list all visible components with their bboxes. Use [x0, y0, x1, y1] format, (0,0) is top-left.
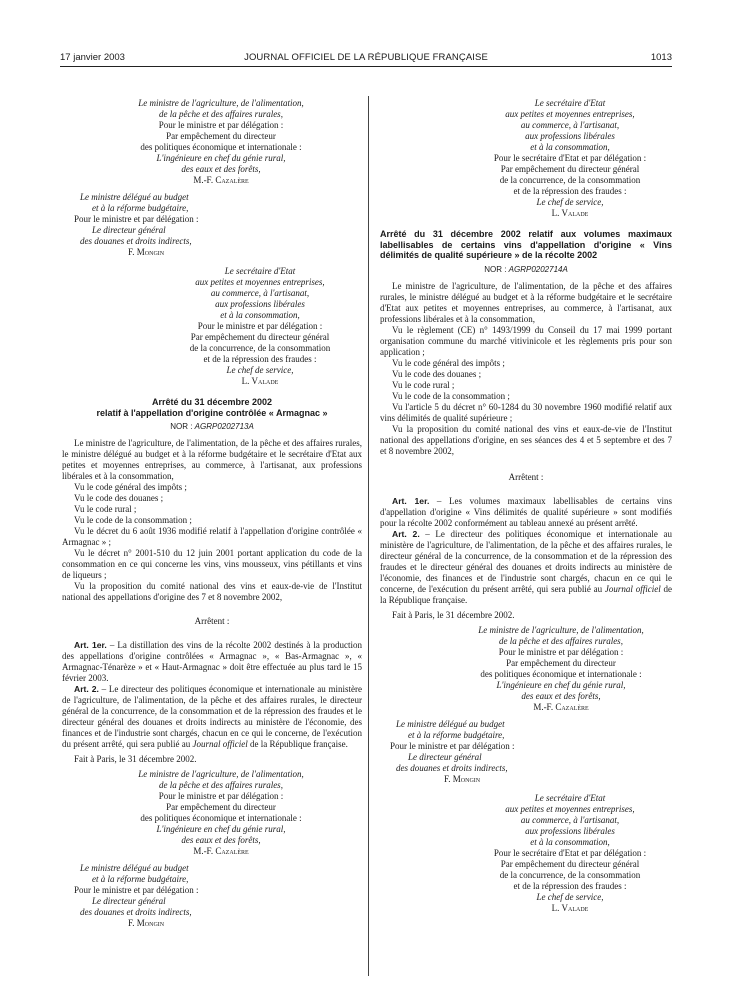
sig-empechement: Par empêchement du directeur	[166, 131, 276, 141]
sig-secretary-line: au commerce, à l'artisanat,	[520, 814, 620, 825]
article-1	[380, 496, 672, 529]
arrete-vdqs	[380, 229, 672, 621]
sig-minister-line: Le ministre de l'agriculture, de l'alimentation,	[138, 98, 304, 108]
fait-a-paris: Fait à Paris, le 31 décembre 2002.	[74, 754, 197, 764]
sig-secretary-line: et à la consommation,	[530, 142, 610, 152]
sig-minister-line: et à la réforme budgétaire,	[92, 203, 189, 213]
article-2-label: Art. 2.	[392, 528, 420, 539]
nor-label: NOR :	[484, 264, 507, 274]
sig-title: L'ingénieure en chef du génie rural,	[496, 679, 626, 690]
sig-empechement: et de la répression des fraudes :	[203, 354, 317, 364]
journal-title: JOURNAL OFFICIEL DE LA RÉPUBLIQUE FRANÇAISE	[244, 52, 488, 63]
article-1-label: Art. 1er.	[74, 640, 107, 650]
signature-budget-2	[74, 863, 250, 929]
sig-secretary-line: Le secrétaire d'Etat	[534, 792, 606, 803]
sig-title: Le directeur général	[92, 896, 166, 906]
sig-empechement: Par empêchement du directeur général	[500, 858, 640, 869]
sig-minister-line: de la pêche et des affaires rurales,	[159, 780, 283, 790]
signature-budget-3	[390, 718, 566, 785]
arrete-title: Arrêté du 31 décembre 2002	[151, 397, 273, 407]
visa-item: Vu le code de la consommation ;	[74, 515, 192, 525]
sig-secretary-line: aux professions libérales	[215, 299, 305, 309]
sig-delegation: Pour le ministre et par délégation :	[197, 321, 323, 331]
sig-secretary-line: aux professions libérales	[525, 825, 615, 836]
nor-code: AGRP0202714A	[508, 264, 568, 274]
visa-item: Vu le code des douanes ;	[74, 493, 164, 503]
article-1-label: Art. 1er.	[392, 495, 430, 506]
sig-title: des eaux et des forêts,	[181, 164, 261, 174]
sig-name: M.-F. Cazalère	[193, 175, 249, 185]
sig-empechement: des politiques économique et internationale :	[140, 813, 302, 823]
right-column	[380, 98, 672, 914]
sig-name: L. Valade	[241, 376, 279, 386]
sig-title: Le chef de service,	[226, 365, 294, 375]
nor-reference	[62, 421, 362, 432]
sig-empechement: de la concurrence, de la consommation	[499, 175, 641, 185]
sig-delegation: Pour le ministre et par délégation :	[390, 740, 515, 751]
article-2-label: Art. 2.	[74, 684, 99, 694]
signature-commerce-top	[470, 98, 670, 219]
sig-empechement: Par empêchement du directeur général	[500, 164, 640, 174]
sig-minister-line: Le ministre délégué au budget	[80, 192, 189, 202]
article-1-text: – La distillation des vins de la récolte 2002 destinés à la production des appellations d'origine contrôlées « Armagnac », « Bas-Armagnac », « Armagnac-Ténarèze » et « Haut-Armagnac » doit être effectuée au plus tard le 15 février 2003.	[62, 640, 362, 683]
sig-name: M.-F. Cazalère	[533, 701, 589, 712]
signature-budget	[74, 192, 250, 258]
sig-minister-line: et à la réforme budgétaire,	[408, 729, 505, 740]
sig-secretary-line: Le secrétaire d'Etat	[224, 266, 296, 276]
column-divider	[368, 96, 369, 976]
arretent-heading: Arrêtent :	[194, 616, 230, 626]
sig-name: L. Valade	[551, 208, 589, 218]
arrete-title: relatif à l'appellation d'origine contrôlée « Armagnac »	[96, 407, 328, 418]
signature-agriculture-2	[80, 769, 362, 857]
arretent-heading: Arrêtent :	[508, 471, 544, 482]
preamble: Le ministre de l'agriculture, de l'alimentation, de la pêche et des affaires rurales, le ministre délégué au budget et à la réforme budgétaire et le secrétaire d'Etat aux petites et moyennes entreprises, au commerce, à l'artisanat, aux professions libérales et à la consommation,	[380, 280, 672, 324]
sig-secretary-line: aux petites et moyennes entreprises,	[505, 803, 635, 814]
signature-agriculture-3	[450, 625, 672, 713]
sig-delegation: Pour le ministre et par délégation :	[158, 120, 284, 130]
sig-title: des eaux et des forêts,	[181, 835, 261, 845]
article-2-end: de la République française.	[380, 583, 672, 605]
sig-secretary-line: Le secrétaire d'Etat	[534, 98, 606, 108]
visa-item: Vu le code général des impôts ;	[392, 357, 505, 368]
sig-empechement: de la concurrence, de la consommation	[189, 343, 331, 353]
sig-name: F. Mongin	[128, 247, 165, 257]
sig-title: des eaux et des forêts,	[521, 690, 601, 701]
sig-delegation: Pour le ministre et par délégation :	[158, 791, 284, 801]
sig-empechement: Par empêchement du directeur	[166, 802, 276, 812]
visa-proposition: Vu la proposition du comité national des vins et eaux-de-vie de l'Institut national des appellations d'origine, en ses séances des 4 et 5 septembre et des 7 et 8 novembre 2002,	[380, 423, 672, 456]
sig-empechement: des politiques économique et internationale :	[480, 668, 642, 679]
sig-delegation: Pour le ministre et par délégation :	[498, 646, 624, 657]
sig-minister-line: de la pêche et des affaires rurales,	[159, 109, 283, 119]
sig-title: des douanes et droits indirects,	[80, 907, 192, 917]
sig-empechement: et de la répression des fraudes :	[513, 880, 627, 891]
sig-name: F. Mongin	[444, 773, 481, 784]
article-1	[62, 640, 362, 684]
visa-proposition: Vu la proposition du comité national des vins et eaux-de-vie de l'Institut national des appellations d'origine des 7 et 8 novembre 2002,	[62, 581, 362, 602]
fait-a-paris: Fait à Paris, le 31 décembre 2002.	[392, 609, 515, 620]
page-header	[60, 52, 672, 66]
article-2-end: de la République française.	[247, 739, 348, 749]
sig-empechement: de la concurrence, de la consommation	[499, 869, 641, 880]
sig-title: L'ingénieure en chef du génie rural,	[156, 153, 286, 163]
visa-item: Vu le code général des impôts ;	[74, 482, 187, 492]
journal-officiel-ref: Journal officiel	[192, 739, 248, 749]
preamble: Le ministre de l'agriculture, de l'alimentation, de la pêche et des affaires rurales, le ministre délégué au budget et à la réforme budgétaire et le secrétaire d'Etat aux petites et moyennes entreprises, au commerce, à l'artisanat, aux professions libérales et à la consommation,	[62, 438, 362, 481]
sig-empechement: Par empêchement du directeur	[506, 657, 616, 668]
sig-title: L'ingénieure en chef du génie rural,	[156, 824, 286, 834]
sig-empechement: Par empêchement du directeur général	[190, 332, 330, 342]
visa-decret-1936: Vu le décret du 6 août 1936 modifié relatif à l'appellation d'origine contrôlée « Armagnac » ;	[62, 526, 362, 547]
signature-commerce	[160, 266, 360, 387]
article-2	[380, 529, 672, 606]
sig-secretary-line: au commerce, à l'artisanat,	[520, 120, 620, 130]
header-rule	[60, 66, 672, 67]
visa-reglement: Vu le règlement (CE) n° 1493/1999 du Conseil du 17 mai 1999 portant organisation commune du marché vitivinicole et les règlements pris pour son application ;	[380, 324, 672, 357]
visa-item: Vu le code rural ;	[74, 504, 137, 514]
visa-list	[62, 482, 362, 526]
sig-secretary-line: aux petites et moyennes entreprises,	[505, 109, 635, 119]
sig-minister-line: de la pêche et des affaires rurales,	[499, 635, 623, 646]
journal-officiel-ref: Journal officiel	[604, 583, 661, 594]
sig-delegation: Pour le secrétaire d'Etat et par délégation :	[493, 847, 647, 858]
sig-minister-line: Le ministre de l'agriculture, de l'alimentation,	[478, 624, 644, 635]
page-number: 1013	[650, 52, 672, 63]
visa-item: Vu le code rural ;	[392, 379, 455, 390]
nor-label: NOR :	[170, 422, 193, 431]
issue-date: 17 janvier 2003	[60, 52, 125, 63]
visa-list	[380, 358, 672, 402]
sig-title: Le directeur général	[408, 751, 482, 762]
visa-article-5: Vu l'article 5 du décret n° 60-1284 du 30 novembre 1960 modifié relatif aux vins délimités de qualité supérieure ;	[380, 401, 672, 423]
sig-name: L. Valade	[551, 902, 589, 913]
arrete-title: Arrêté du 31 décembre 2002 relatif aux volumes maximaux labellisables de certains vins d'appellation d'origine « Vins délimités de qualité supérieure » de la récolte 2002	[380, 229, 672, 260]
signature-commerce-bottom	[470, 793, 670, 914]
sig-title: Le chef de service,	[536, 891, 604, 902]
signature-agriculture	[80, 98, 362, 186]
sig-title: Le chef de service,	[536, 197, 604, 207]
article-2-text: – Le directeur des politiques économique et internationale au ministère de l'agriculture, de l'alimentation, de la pêche et des affaires rurales, le directeur général de la concurrence, de la consommation et de la répression des fraudes et le directeur général des douanes et droits indirects au ministère de l'économie, des finances et de l'industrie sont chargés, chacun en ce qui le concerne, de l'exécution du présent arrêté, qui sera publié au	[62, 684, 362, 749]
sig-secretary-line: aux petites et moyennes entreprises,	[195, 277, 325, 287]
left-column	[62, 98, 362, 929]
visa-decret-2001: Vu le décret n° 2001-510 du 12 juin 2001 portant application du code de la consommation en ce qui concerne les vins, vins mousseux, vins pétillants et vins de liqueurs ;	[62, 548, 362, 580]
nor-code: AGRP0202713A	[194, 422, 254, 431]
arrete-armagnac	[62, 397, 362, 765]
sig-secretary-line: au commerce, à l'artisanat,	[210, 288, 310, 298]
sig-name: M.-F. Cazalère	[193, 846, 249, 856]
visa-item: Vu le code de la consommation ;	[392, 390, 510, 401]
sig-secretary-line: aux professions libérales	[525, 131, 615, 141]
sig-minister-line: et à la réforme budgétaire,	[92, 874, 189, 884]
article-1-text: – Les volumes maximaux labellisables de certains vins d'appellation d'origine « Vins délimités de qualité supérieure » sont modifiés pour la récolte 2002 conformément au tableau annexé au présent arrêté.	[380, 495, 672, 528]
sig-delegation: Pour le ministre et par délégation :	[74, 885, 199, 895]
article-2	[62, 684, 362, 750]
sig-empechement: des politiques économique et internationale :	[140, 142, 302, 152]
sig-title: Le directeur général	[92, 225, 166, 235]
nor-reference	[380, 264, 672, 275]
sig-empechement: et de la répression des fraudes :	[513, 186, 627, 196]
visa-item: Vu le code des douanes ;	[392, 368, 482, 379]
sig-minister-line: Le ministre de l'agriculture, de l'alimentation,	[138, 769, 304, 779]
sig-secretary-line: et à la consommation,	[530, 836, 610, 847]
sig-delegation: Pour le secrétaire d'Etat et par délégation :	[493, 153, 647, 163]
sig-title: des douanes et droits indirects,	[80, 236, 192, 246]
sig-minister-line: Le ministre délégué au budget	[80, 863, 189, 873]
sig-name: F. Mongin	[128, 918, 165, 928]
sig-minister-line: Le ministre délégué au budget	[396, 718, 505, 729]
sig-title: des douanes et droits indirects,	[396, 762, 508, 773]
article-2-text: – Le directeur des politiques économique et internationale au ministère de l'agriculture, de l'alimentation, de la pêche et des affaires rurales, le directeur général de la concurrence, de la consommation et de la répression des fraudes et le directeur général des douanes et droits indirects au ministère de l'économie, des finances et de l'industrie sont chargés, chacun en ce qui le concerne, de l'exécution du présent arrêté, qui sera publié au	[380, 528, 672, 594]
sig-secretary-line: et à la consommation,	[220, 310, 300, 320]
sig-delegation: Pour le ministre et par délégation :	[74, 214, 199, 224]
